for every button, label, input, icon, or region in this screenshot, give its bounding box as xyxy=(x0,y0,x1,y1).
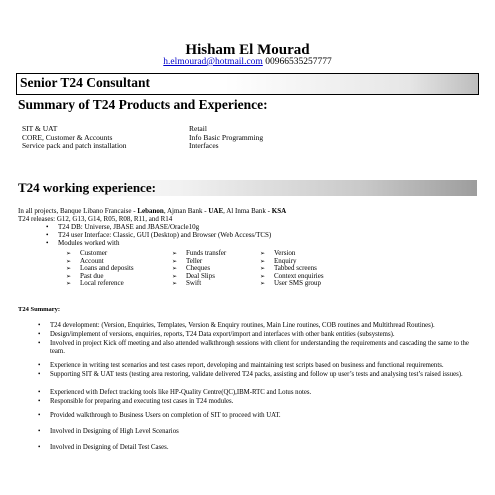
skill-item: SIT & UAT xyxy=(22,124,58,133)
module-item: ➢ Customer xyxy=(66,250,134,258)
intro-text: In all projects, Banque Libano Francaise - xyxy=(18,207,138,215)
module-item: ➢ Cheques xyxy=(172,265,226,273)
module-item: ➢ Funds transfer xyxy=(172,250,226,258)
module-item: ➢ Account xyxy=(66,258,134,266)
experience-heading: T24 working experience: xyxy=(18,180,156,195)
skill-item: Interfaces xyxy=(189,141,219,150)
projects-intro xyxy=(18,208,478,224)
phone-number: 00966535257777 xyxy=(265,57,332,67)
skills-right-column xyxy=(189,125,263,151)
summary-item: • Design/implement of versions, enquiries, reports, T24 Data export/import and interfaces with other bank entities (subsystems). xyxy=(38,331,478,339)
module-item: ➢ Deal Slips xyxy=(172,273,226,281)
module-item: ➢ User SMS group xyxy=(260,280,324,288)
module-item: ➢ Local reference xyxy=(66,280,134,288)
intro-text: , Al Inma Bank - xyxy=(223,207,272,215)
job-title-band xyxy=(16,73,479,95)
module-item: ➢ Past due xyxy=(66,273,134,281)
module-item: ➢ Enquiry xyxy=(260,258,324,266)
skill-item: Retail xyxy=(189,124,207,133)
intro-text: , Ajman Bank - xyxy=(163,207,209,215)
summary-item: • Provided walkthrough to Business Users on completion of SIT to proceed with UAT. xyxy=(38,412,478,420)
module-item: ➢ Tabbed screens xyxy=(260,265,324,273)
list-item: • T24 DB: Universe, JBASE and JBASE/Oracle10g xyxy=(46,224,271,232)
summary-heading: Summary of T24 Products and Experience: xyxy=(18,97,268,112)
bank-country: UAE xyxy=(208,207,224,215)
module-item: ➢ Teller xyxy=(172,258,226,266)
experience-band xyxy=(16,180,477,196)
contact-line xyxy=(0,57,495,67)
bank-country: KSA xyxy=(271,207,287,215)
skill-item: CORE, Customer & Accounts xyxy=(22,132,113,142)
modules-column-2 xyxy=(172,250,226,288)
modules-column-3 xyxy=(260,250,324,288)
module-item: ➢ Context enquiries xyxy=(260,273,324,281)
summary-item: • T24 development: (Version, Enquiries, Templates, Version & Enquiry routines, Main Line routines, COB routines and Multithread Routines). xyxy=(38,322,478,330)
summary-item: • Involved in Designing of High Level Scenarios xyxy=(38,428,478,436)
job-title: Senior T24 Consultant xyxy=(20,75,151,90)
releases-line: T24 releases: G12, G13, G14, R05, R08, R11, and R14 xyxy=(18,214,173,223)
module-item: ➢ Version xyxy=(260,250,324,258)
list-item: • Modules worked with xyxy=(46,240,271,248)
email-link[interactable]: h.elmourad@hotmail.com xyxy=(163,57,263,67)
bank-country: Lebanon xyxy=(137,207,164,215)
summary-item: • Responsible for preparing and executing test cases in T24 modules. xyxy=(38,398,478,406)
candidate-name: Hisham El Mourad xyxy=(185,42,310,58)
summary-item: • Experienced with Defect tracking tools like HP-Quality Centre(QC),IBM-RTC and Lotus notes. xyxy=(38,389,478,397)
summary-item: • Involved in Designing of Detail Test Cases. xyxy=(38,444,478,452)
summary-item: • Involved in project Kick off meeting and also attended walkthrough sessions with client for understanding the requirements and cascading the same to the team. xyxy=(38,340,478,355)
list-item: • T24 user Interface: Classic, GUI (Desktop) and Browser (Web Access/TCS) xyxy=(46,232,271,240)
module-item: ➢ Loans and deposits xyxy=(66,265,134,273)
environment-list xyxy=(46,224,271,247)
skill-item: Service pack and patch installation xyxy=(22,141,127,150)
summary-item: • Supporting SIT & UAT tests (testing area restoring, validate delivered T24 packs, assisting and follow up user’s tests and analysing test’s raised issues). xyxy=(38,371,478,379)
module-item: ➢ Swift xyxy=(172,280,226,288)
skills-left-column xyxy=(22,125,127,151)
summary-item: • Experience in writing test scenarios and test cases report, developing and maintaining test scripts based on business and functional requirements. xyxy=(38,362,478,370)
modules-column-1 xyxy=(66,250,134,288)
skill-item: Info Basic Programming xyxy=(189,132,264,142)
t24-summary-heading: T24 Summary: xyxy=(18,306,61,313)
